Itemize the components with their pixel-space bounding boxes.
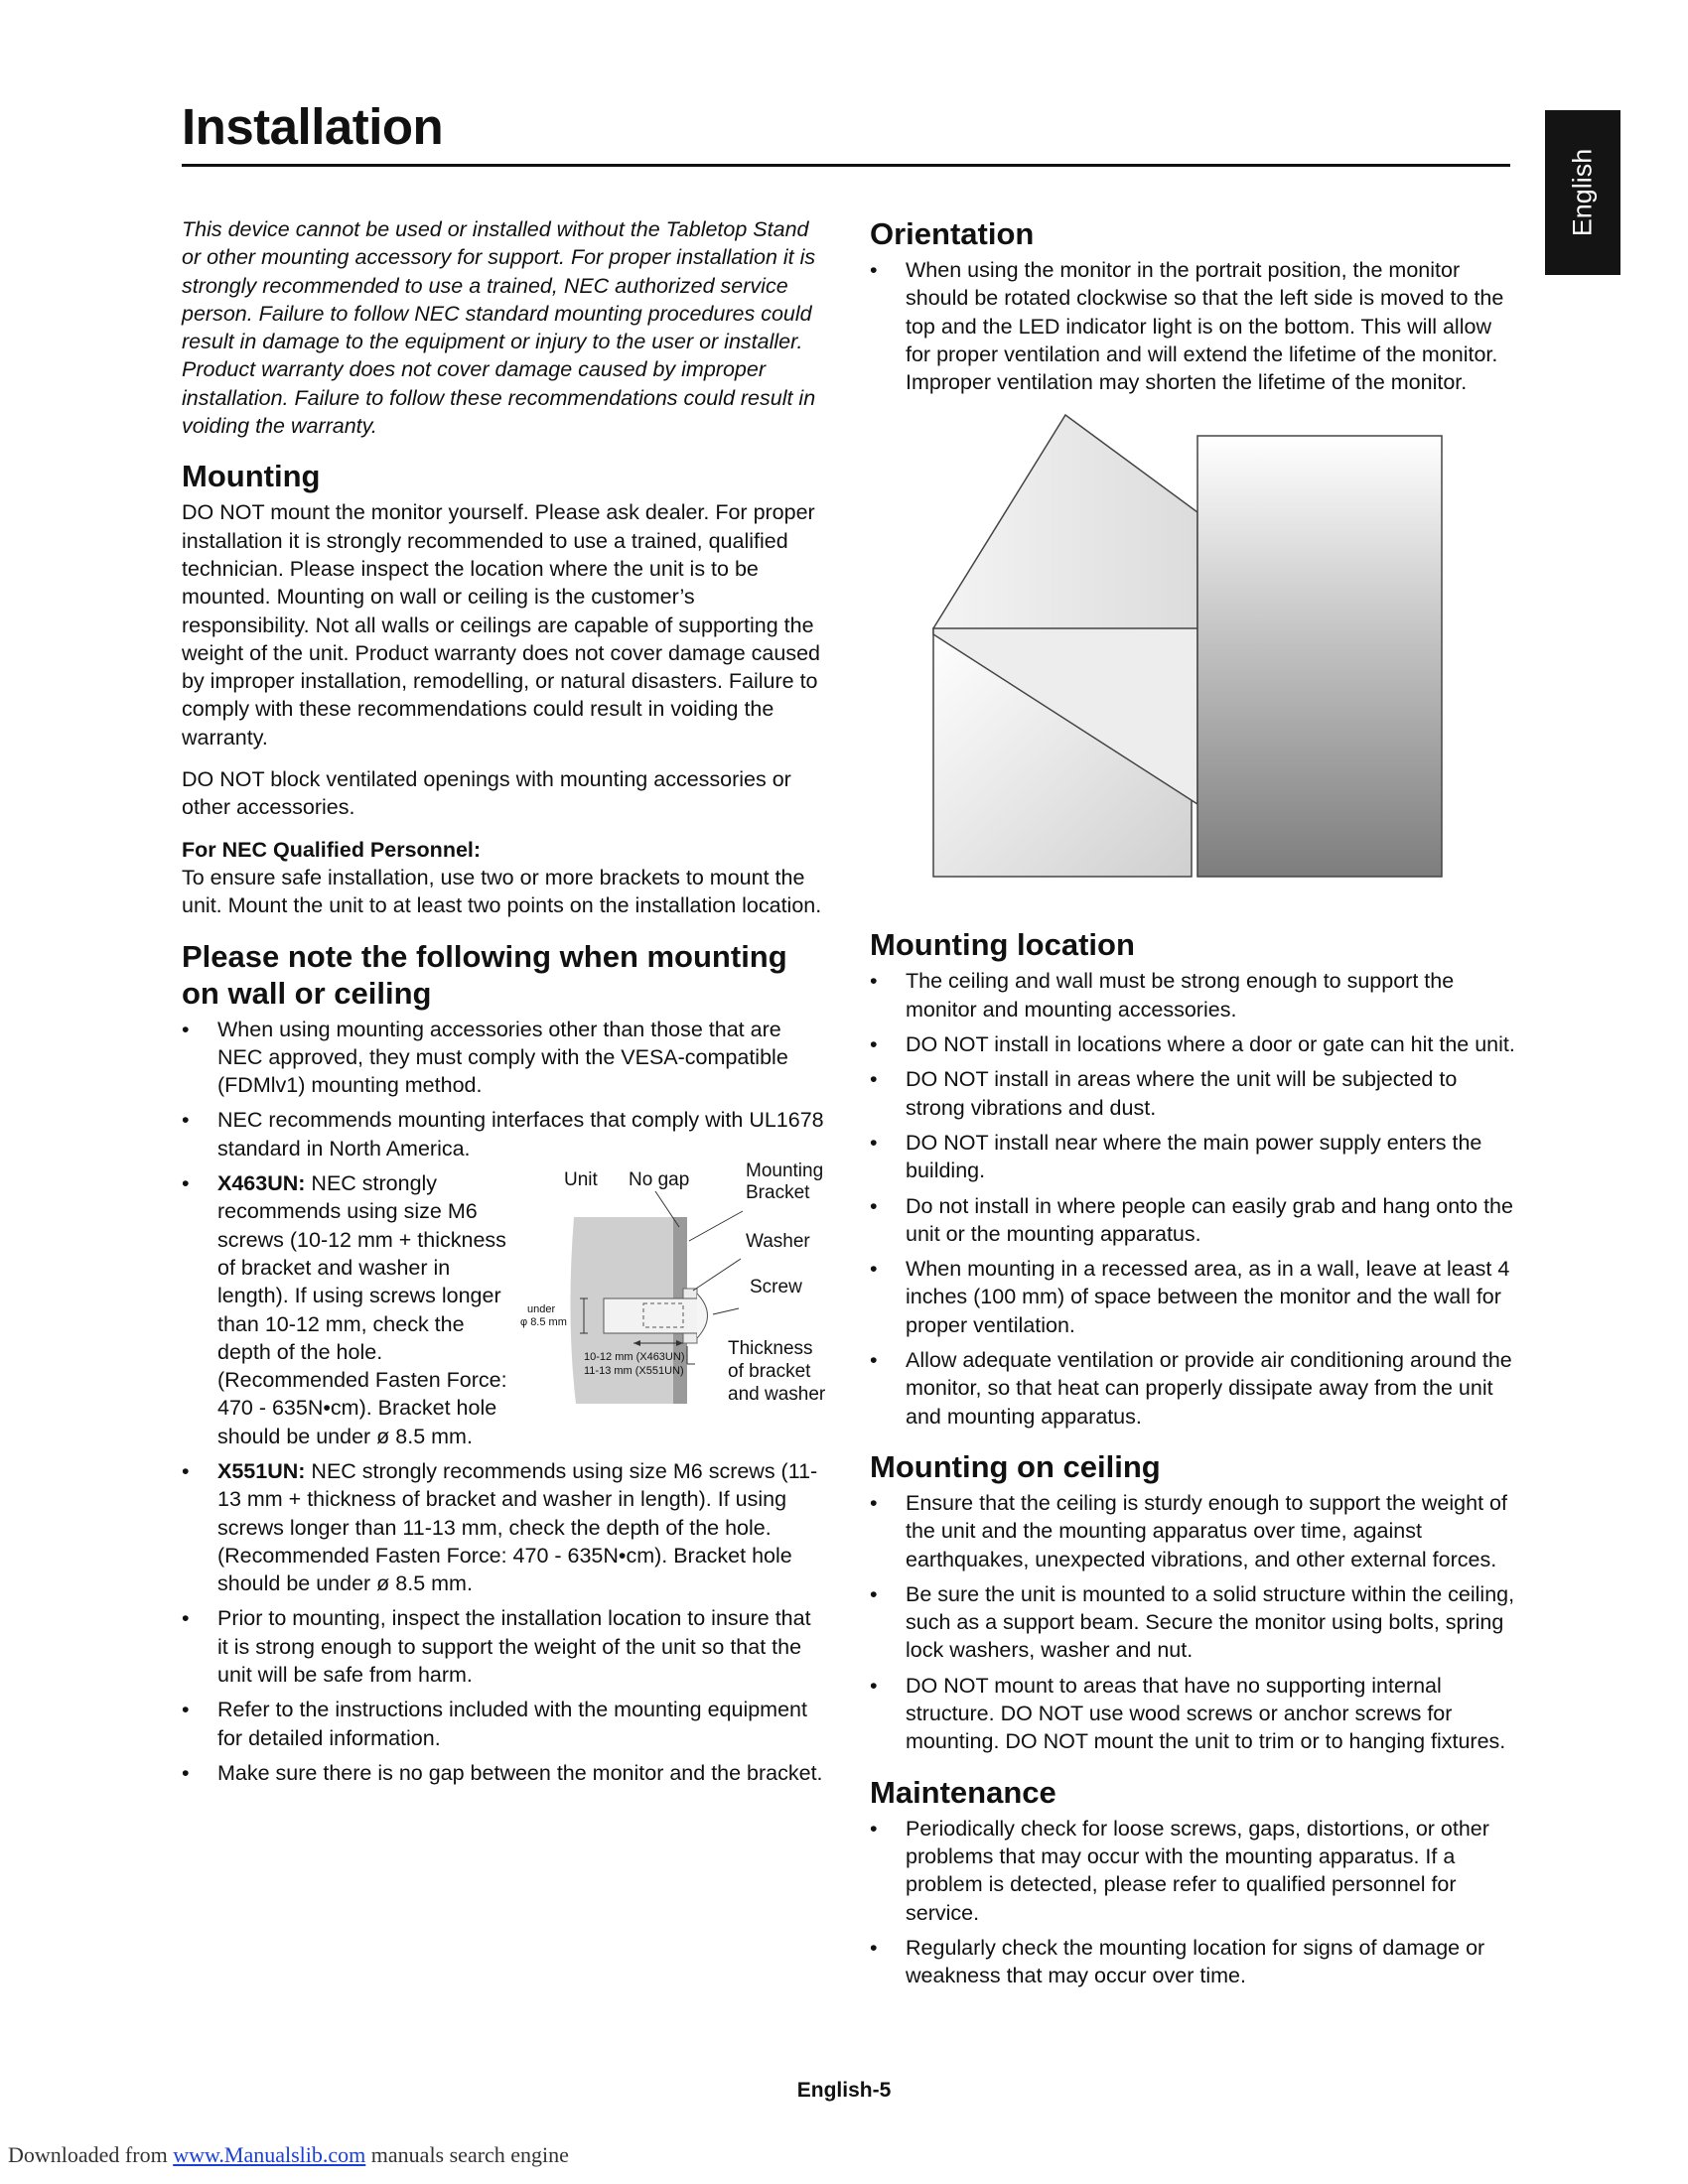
language-tab-label: English	[1567, 148, 1598, 237]
mounting-location-heading: Mounting location	[870, 927, 1135, 963]
list-item: • DO NOT install in locations where a door or gate can hit the unit.	[870, 1030, 1515, 1058]
language-tab	[1545, 110, 1620, 275]
list-item: • Make sure there is no gap between the monitor and the bracket.	[182, 1759, 827, 1787]
ceiling-heading: Mounting on ceiling	[870, 1448, 1161, 1484]
maintenance-list	[870, 1815, 1515, 1990]
mounting-location-list	[870, 967, 1515, 1430]
wall-notes-list	[182, 1016, 827, 1788]
list-item: • Ensure that the ceiling is sturdy enough to support the weight of the unit and the mounting apparatus over time, against earthquakes, unexpected vibrations, and other external forces.	[870, 1489, 1515, 1573]
list-item: • Be sure the unit is mounted to a solid structure within the ceiling, such as a support beam. Secure the monitor using bolts, spring lock washers, washer and nut.	[870, 1580, 1515, 1665]
thickness-label-3: and washer	[728, 1384, 826, 1406]
list-item: • Prior to mounting, inspect the installation location to insure that it is strong enough to support the weight of the unit so that the unit will be safe from harm.	[182, 1604, 827, 1689]
mounting-paragraph-2: DO NOT block ventilated openings with mounting accessories or other accessories.	[182, 767, 791, 820]
title-rule	[182, 164, 1510, 167]
screw-length-label-1: 10-12 mm (X463UN)	[584, 1351, 685, 1364]
list-item: • DO NOT install in areas where the unit will be subjected to strong vibrations and dust.	[870, 1065, 1515, 1122]
model-text: NEC strongly recommends using size M6 screws (10-12 mm + thickness of bracket and washer in length). If using screws longer than 10-12 mm, check the depth of the hole. (Recommended Fasten Force: 470 - 635N•cm). Bracket hole should be under ø 8.5 mm.	[217, 1171, 507, 1448]
list-item: • When using mounting accessories other than those that are NEC approved, they must comply with the VESA-compatible (FDMlv1) mounting method.	[182, 1016, 827, 1100]
page-title: Installation	[182, 98, 444, 155]
hole-size-label-1: under	[527, 1303, 556, 1316]
intro-warning: This device cannot be used or installed without the Tabletop Stand or other mounting accessory for support. For proper installation it is strongly recommended to use a trained, NEC authorized service person. Failure to follow NEC standard mounting procedures could result in damage to the equipment or injury to the user or installer. Product warranty does not cover damage caused by improper installation. Failure to follow these recommendations could result in voiding the warranty.	[182, 217, 816, 439]
maintenance-heading: Maintenance	[870, 1774, 1056, 1810]
thickness-label-2: of bracket	[728, 1361, 811, 1383]
footer-prefix: Downloaded from	[8, 2142, 174, 2167]
mounting-diagram	[514, 1160, 827, 1418]
list-item: • Regularly check the mounting location for signs of damage or weakness that may occur over time.	[870, 1934, 1515, 1990]
model-text: NEC strongly recommends using size M6 screws (11-13 mm + thickness of bracket and washer in length). If using screws longer than 11-13 mm, check the depth of the hole. (Recommended Fasten Force: 470 - 635N•cm). Bracket hole should be under ø 8.5 mm.	[217, 1458, 818, 1596]
page-number: English-5	[796, 2079, 892, 2102]
footer-suffix: manuals search engine	[365, 2142, 569, 2167]
list-item: • Do not install in where people can easily grab and hang onto the unit or the mounting apparatus.	[870, 1192, 1515, 1249]
list-item: • When mounting in a recessed area, as in a wall, leave at least 4 inches (100 mm) of space between the monitor and the wall for proper ventilation.	[870, 1255, 1515, 1339]
mounting-paragraph-1: DO NOT mount the monitor yourself. Please ask dealer. For proper installation it is strongly recommended to use a trained, qualified technician. Please inspect the location where the unit is to be mounted. Mounting on wall or ceiling is the customer’s responsibility. Not all walls or ceilings are capable of supporting the weight of the unit. Product warranty does not cover damage caused by improper installation, remodelling, or natural disasters. Failure to comply with these recommendations could result in voiding the warranty.	[182, 500, 820, 750]
no-gap-label: No gap	[629, 1169, 690, 1191]
model-label: X463UN:	[217, 1171, 306, 1196]
list-item-x551un	[182, 1457, 827, 1597]
washer-label: Washer	[746, 1231, 810, 1253]
screw-label: Screw	[750, 1277, 802, 1298]
mounting-heading: Mounting	[182, 459, 321, 494]
list-item: • Allow adequate ventilation or provide air conditioning around the monitor, so that heat can properly dissipate away from the unit and mounting apparatus.	[870, 1346, 1515, 1431]
list-item: • The ceiling and wall must be strong enough to support the monitor and mounting accessories.	[870, 967, 1515, 1024]
thickness-label-1: Thickness	[728, 1338, 813, 1360]
model-label: X551UN:	[217, 1458, 306, 1483]
mounting-bracket-label-2: Bracket	[746, 1182, 810, 1204]
nec-personnel-text: To ensure safe installation, use two or more brackets to mount the unit. Mount the unit to at least two points on the installation location.	[182, 865, 822, 918]
unit-label: Unit	[564, 1169, 598, 1191]
left-column	[182, 215, 827, 1794]
list-item: • Refer to the instructions included with the mounting equipment for detailed information.	[182, 1696, 827, 1752]
list-item: • Periodically check for loose screws, gaps, distortions, or other problems that may occur with the mounting apparatus. If a problem is detected, please refer to qualified personnel for service.	[870, 1815, 1515, 1927]
manualslib-link[interactable]: www.Manualslib.com	[173, 2142, 366, 2167]
list-item: • DO NOT mount to areas that have no supporting internal structure. DO NOT use wood screws or anchor screws for mounting. DO NOT mount the unit to trim or to hanging fixtures.	[870, 1672, 1515, 1756]
list-item: • When using the monitor in the portrait position, the monitor should be rotated clockwise so that the left side is moved to the top and the LED indicator light is on the bottom. This will allow for proper ventilation and will extend the lifetime of the monitor. Improper ventilation may shorten the lifetime of the monitor.	[870, 256, 1515, 396]
right-column	[870, 215, 1515, 1996]
list-item: • NEC recommends mounting interfaces that comply with UL1678 standard in North America.	[182, 1106, 827, 1162]
orientation-list	[870, 256, 1515, 396]
orientation-heading: Orientation	[870, 216, 1035, 251]
orientation-illustration	[929, 412, 1446, 898]
wall-notes-heading: Please note the following when mounting on wall or ceiling	[182, 938, 787, 1011]
nec-personnel-heading: For NEC Qualified Personnel:	[182, 837, 482, 862]
download-footer	[8, 2142, 569, 2168]
hole-size-label-2: φ 8.5 mm	[520, 1316, 567, 1329]
list-item-x463un	[182, 1160, 827, 1450]
mounting-bracket-label-1: Mounting	[746, 1160, 824, 1182]
orientation-drawing	[929, 412, 1446, 898]
screw-length-label-2: 11-13 mm (X551UN)	[584, 1365, 684, 1378]
ceiling-list	[870, 1489, 1515, 1756]
list-item: • DO NOT install near where the main power supply enters the building.	[870, 1129, 1515, 1185]
